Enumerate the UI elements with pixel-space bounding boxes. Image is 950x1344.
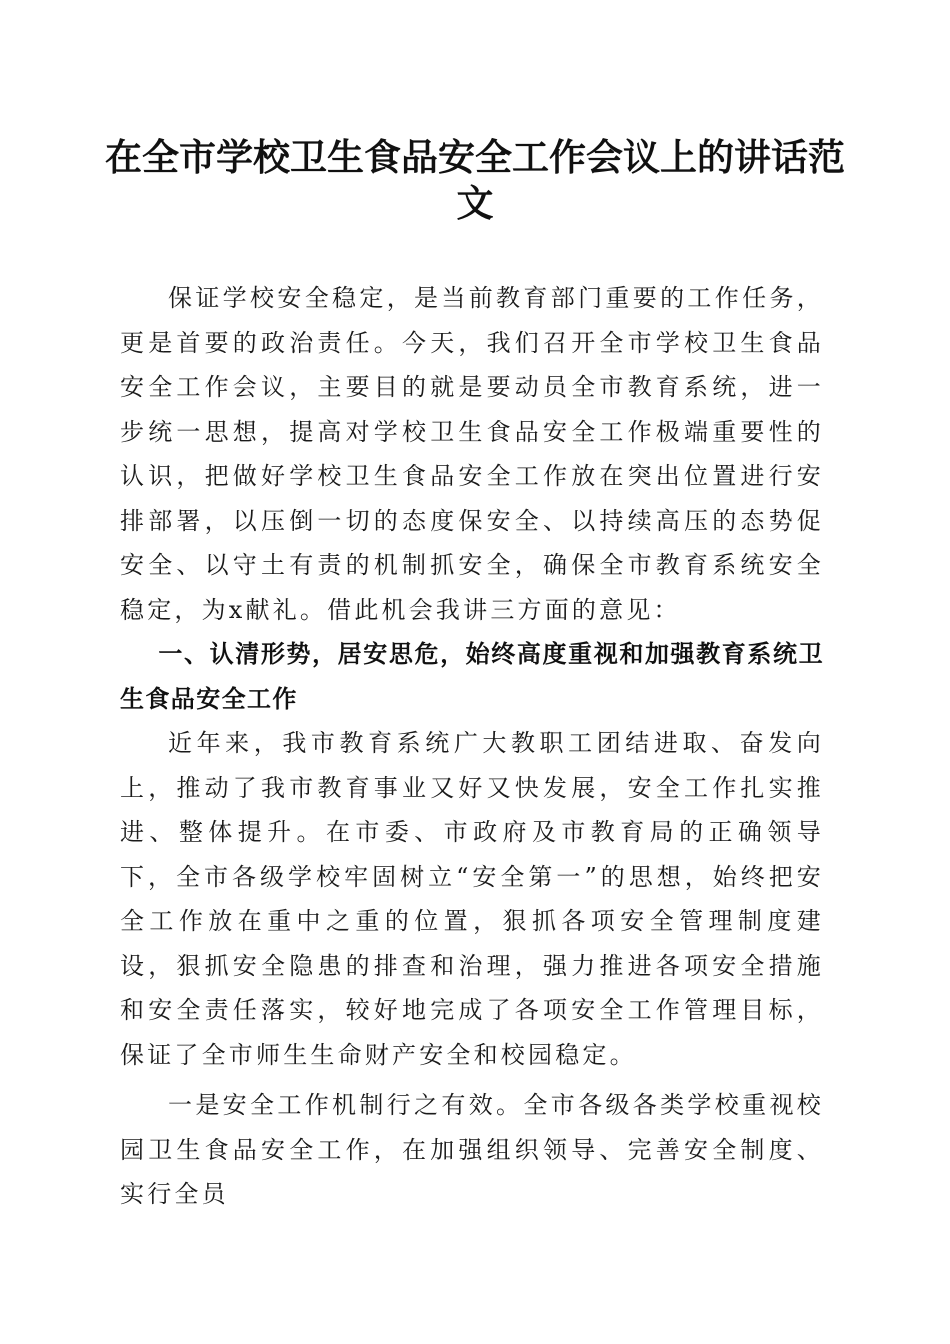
point-1-lead: 一是安全工作机制行之有效。 [168, 1091, 524, 1119]
section-1-point-1 [120, 1083, 824, 1217]
document-body [120, 276, 824, 1217]
opening-paragraph: 保证学校安全稳定，是当前教育部门重要的工作任务，更是首要的政治责任。今天，我们召开全市学校卫生食品安全工作会议，主要目的就是要动员全市教育系统，进一步统一思想，提高对学校卫生食品安全工作极端重要性的认识，把做好学校卫生食品安全工作放在突出位置进行安排部署，以压倒一切的态度保安全、以持续高压的态势促安全、以守土有责的机制抓安全，确保全市教育系统安全稳定，为x献礼。借此机会我讲三方面的意见： [120, 284, 824, 624]
section-heading-1: 一、认清形势，居安思危，始终高度重视和加强教育系统卫生食品安全工作 [120, 640, 824, 713]
section-1-paragraph: 近年来，我市教育系统广大教职工团结进取、奋发向上，推动了我市教育事业又好又快发展，安全工作扎实推进、整体提升。在市委、市政府及市教育局的正确领导下，全市各级学校牢固树立“安全第一”的思想，始终把安全工作放在重中之重的位置，狠抓各项安全管理制度建设，狠抓安全隐患的排查和治理，强力推进各项安全措施和安全责任落实，较好地完成了各项安全工作管理目标，保证了全市师生生命财产安全和校园稳定。 [120, 729, 824, 1069]
point-1-text: 全市各级各类学校重视校园卫生食品安全工作，在加强组织领导、完善安全制度、实行全员 [120, 1091, 824, 1208]
document-title: 在全市学校卫生食品安全工作会议上的讲话范文 [105, 135, 845, 225]
